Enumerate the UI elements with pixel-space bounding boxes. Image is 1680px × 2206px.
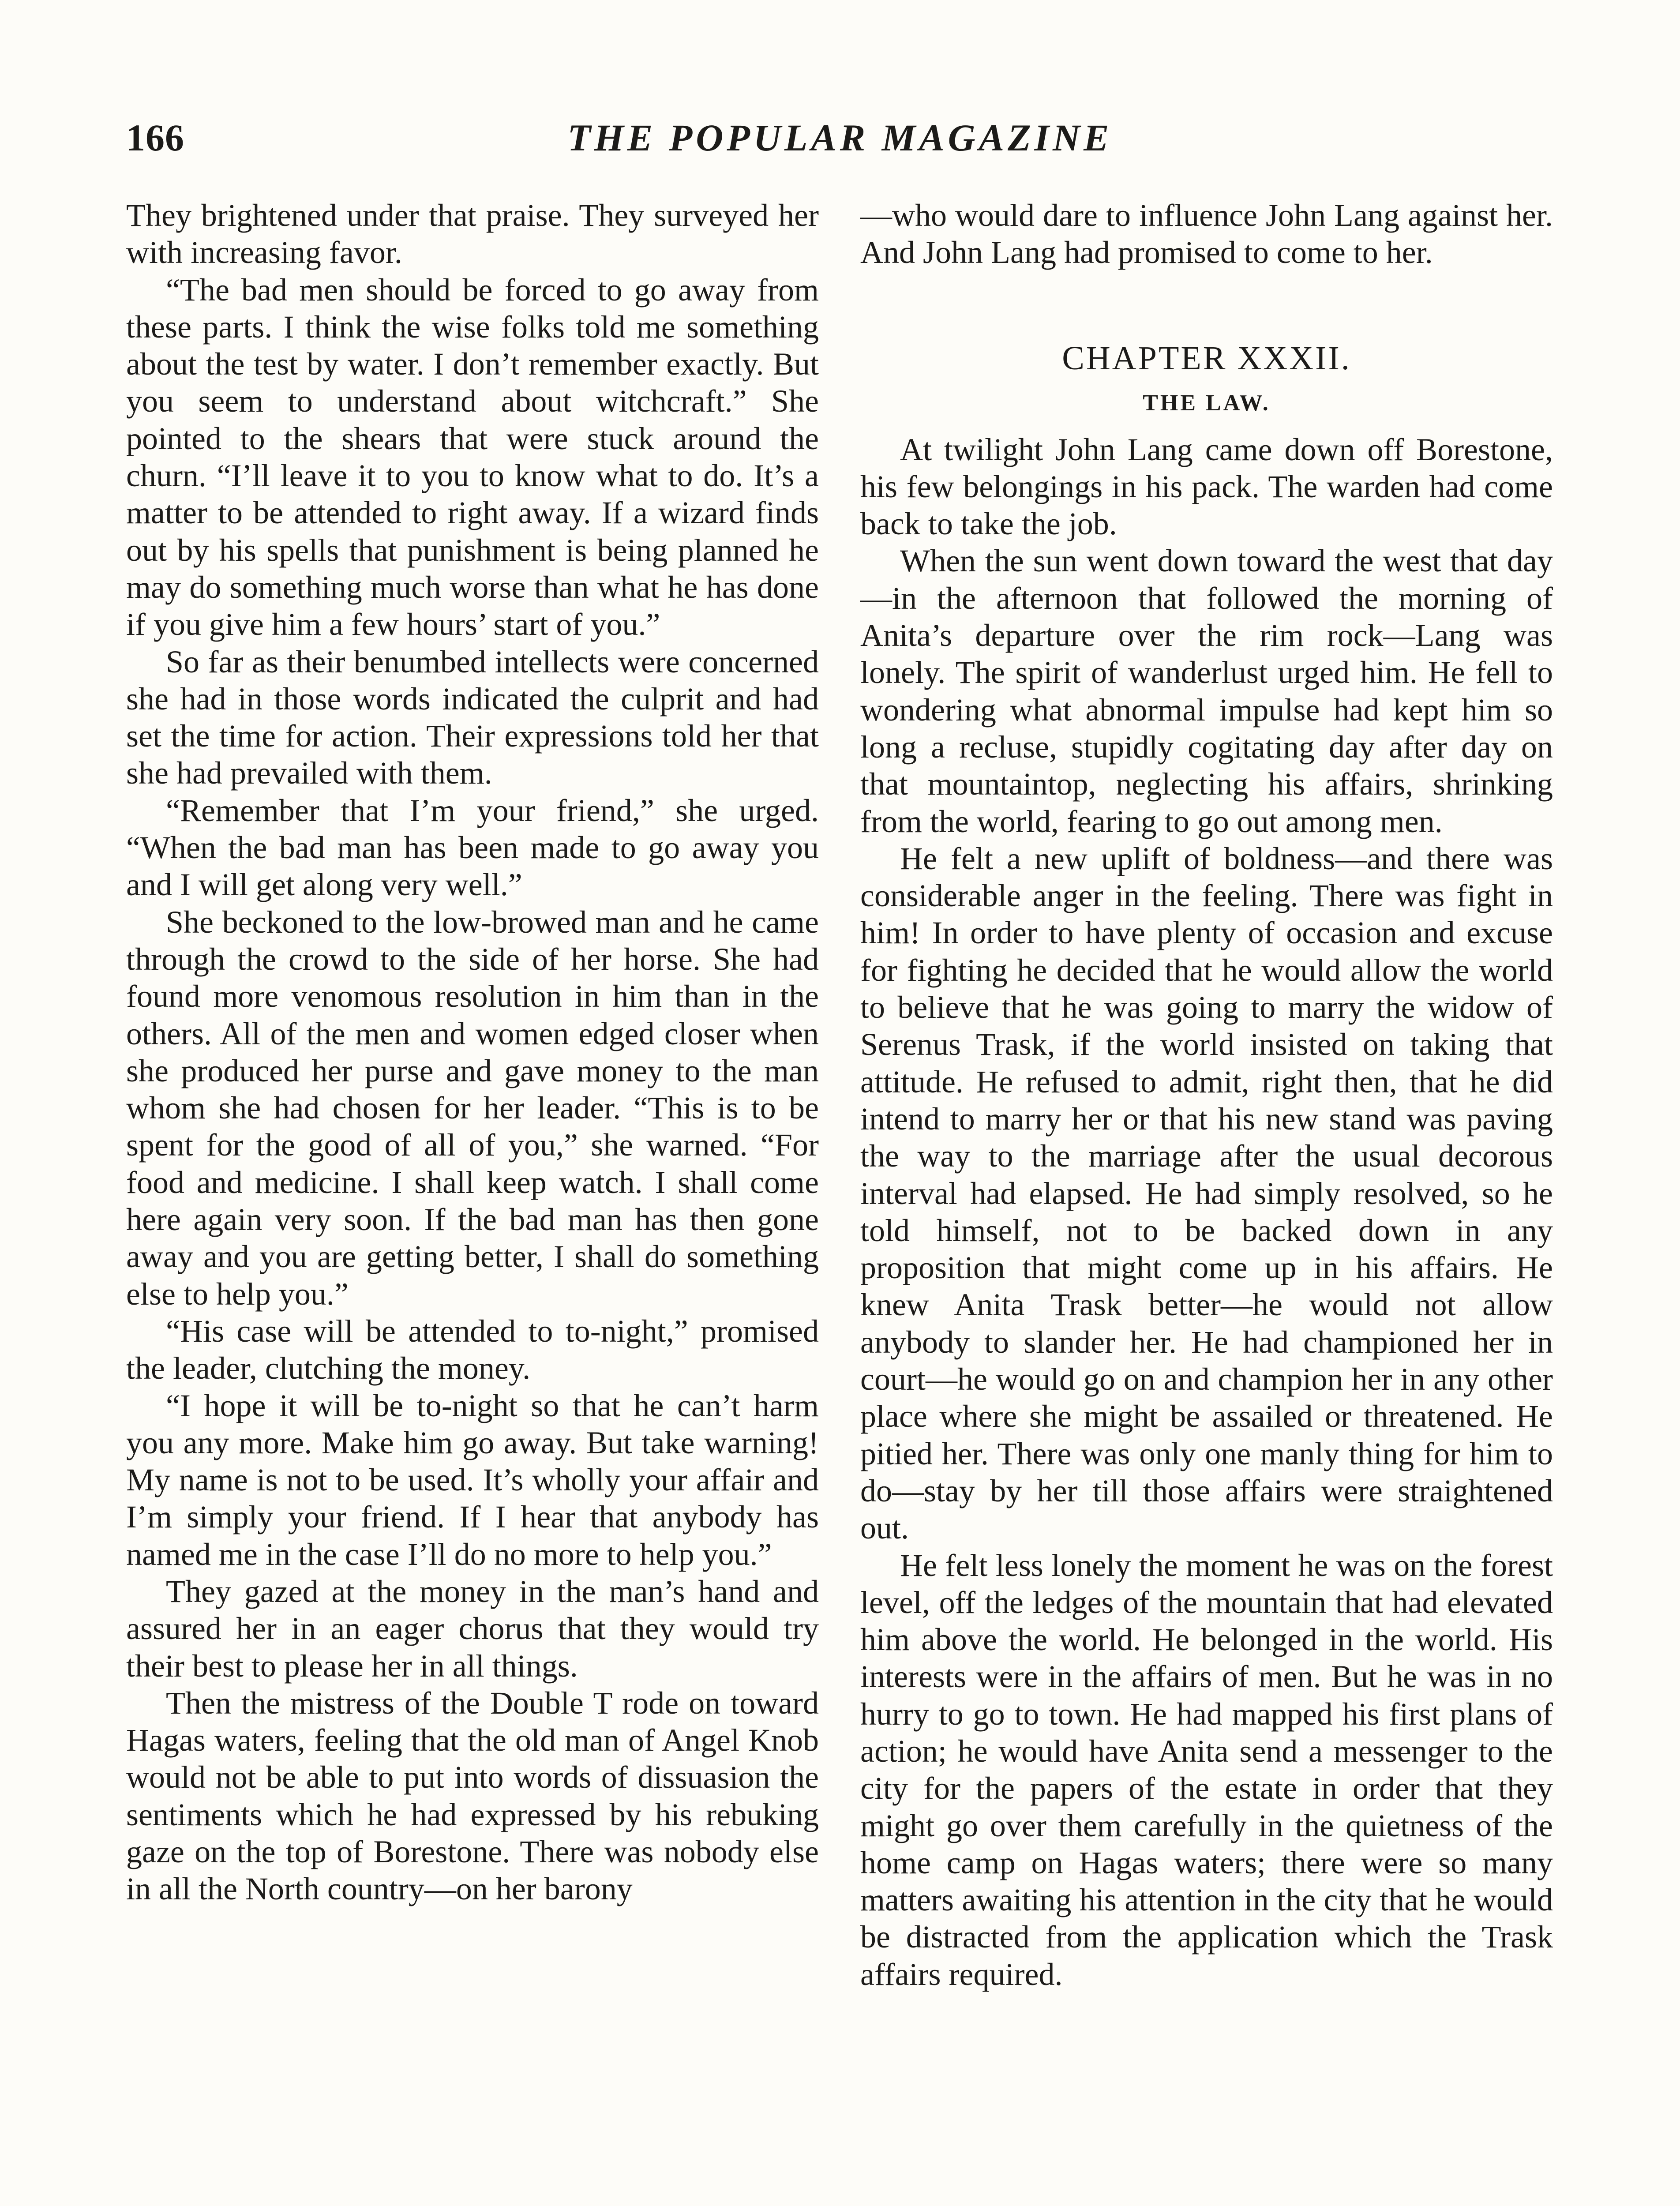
paragraph: “Remember that I’m your friend,” she urged. “When the bad man has been made to go away you and I will get along very well.” — [126, 792, 819, 903]
paragraph: He felt less lonely the moment he was on the forest level, off the ledges of the mountain that had elevated him above the world. He belonged in the world. His interests were in the affairs of men. But he was in no hurry to go to town. He had mapped his first plans of action; he would have Anita send a messenger to the city for the papers of the estate in order that they might go over them carefully in the quietness of the home camp on Hagas waters; there were so many matters awaiting his attention in the city that he would be distracted from the application which the Trask affairs required. — [860, 1547, 1553, 1992]
chapter-subtitle: THE LAW. — [1143, 390, 1271, 416]
paragraph: At twilight John Lang came down off Borestone, his few belongings in his pack. The warden had come back to take the job. — [860, 431, 1553, 542]
paragraph: “I hope it will be to-night so that he can’t harm you any more. Make him go away. But take warning! My name is not to be used. It’s wholly your affair and I’m simply your friend. If I hear that anybody has named me in the case I’ll do no more to help you.” — [126, 1388, 819, 1572]
paragraph: So far as their benumbed intellects were concerned she had in those words indicated the culprit and had set the time for action. Their expressions told her that she had prevailed with them. — [126, 644, 819, 791]
running-head: THE POPULAR MAGAZINE — [567, 116, 1113, 159]
right-column — [860, 197, 1553, 1993]
paragraph: They gazed at the money in the man’s hand and assured her in an eager chorus that they would try their best to please her in all things. — [126, 1573, 819, 1684]
page-number: 166 — [126, 116, 184, 159]
paragraph: “The bad men should be forced to go away from these parts. I think the wise folks told me something about the test by water. I don’t remember exactly. But you seem to understand about witchcraft.” She pointed to the shears that were stuck around the churn. “I’ll leave it to you to know what to do. It’s a matter to be attended to right away. If a wizard finds out by his spells that punishment is being planned he may do something much worse than what he has done if you give him a few hours’ start of you.” — [126, 272, 819, 642]
paragraph: “His case will be attended to to-night,” promised the leader, clutching the money. — [126, 1313, 819, 1386]
paragraph: When the sun went down toward the west that day—in the afternoon that followed the morning of Anita’s departure over the rim rock—Lang was lonely. The spirit of wanderlust urged him. He fell to wondering what abnormal impulse had kept him so long a recluse, stupidly cogitating day after day on that mountaintop, neglecting his affairs, shrinking from the world, fearing to go out among men. — [860, 543, 1553, 839]
left-column — [126, 197, 819, 1908]
paragraph: She beckoned to the low-browed man and he came through the crowd to the side of her horse. She had found more venomous resolution in him than in the others. All of the men and women edged closer when she produced her purse and gave money to the man whom she had chosen for her leader. “This is to be spent for the good of all of you,” she warned. “For food and medicine. I shall keep watch. I shall come here again very soon. If the bad man has then gone away and you are getting better, I shall do something else to help you.” — [126, 904, 819, 1312]
continued-paragraph: —who would dare to influence John Lang against her. And John Lang had promised to come to her. — [860, 198, 1553, 270]
paragraph: They brightened under that praise. They surveyed her with increasing favor. — [126, 198, 819, 270]
paragraph: He felt a new uplift of boldness—and there was considerable anger in the feeling. There was fight in him! In order to have plenty of occasion and excuse for fighting he decided that he would allow the world to believe that he was going to marry the widow of Serenus Trask, if the world insisted on taking that attitude. He refused to admit, right then, that he did intend to marry her or that his new stand was paving the way to the marriage after the usual decorous interval had elapsed. He had simply resolved, so he told himself, not to be backed down in any proposition that might come up in his affairs. He knew Anita Trask better—he would not allow anybody to slander her. He had championed her in court—he would go on and champion her in any other place where she might be assailed or threatened. He pitied her. There was only one manly thing for him to do—stay by her till those affairs were straightened out. — [860, 840, 1553, 1546]
paragraph: Then the mistress of the Double T rode on toward Hagas waters, feeling that the old man of Angel Knob would not be able to put into words of dissuasion the sentiments which he had expressed by his rebuking gaze on the top of Borestone. There was nobody else in all the North country—on her barony — [126, 1685, 819, 1907]
chapter-title: CHAPTER XXXII. — [1062, 339, 1351, 377]
